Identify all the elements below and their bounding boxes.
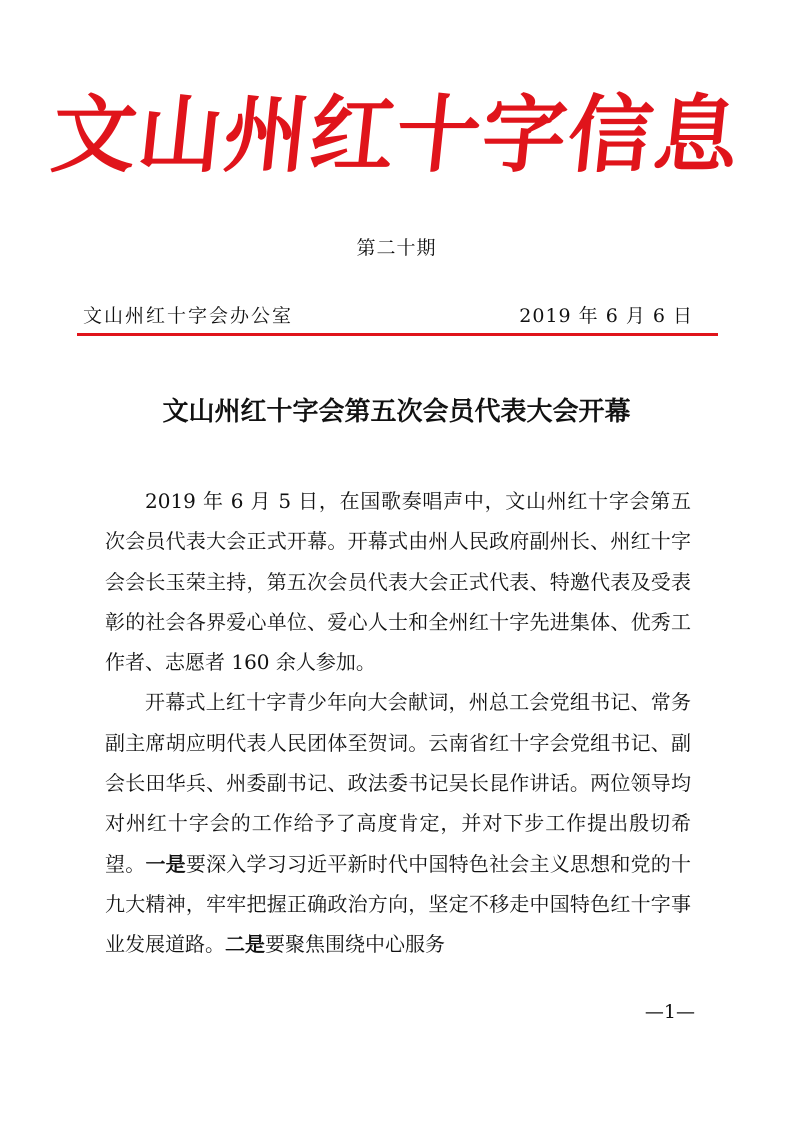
red-divider-line — [77, 333, 718, 336]
meta-row — [83, 304, 693, 328]
paragraph-1: 2019 年 6 月 5 日，在国歌奏唱声中，文山州红十字会第五次会员代表大会正式开幕。开幕式由州人民政府副州长、州红十字会会长玉荣主持，第五次会员代表大会正式代表、特邀代表及受表彰的社会各界爱心单位、爱心人士和全州红十字先进集体、优秀工作者、志愿者 160 余人参加。 — [105, 489, 691, 675]
issue-date: 2019 年 6 月 6 日 — [519, 305, 693, 327]
paragraph-2-text-1: 开幕式上红十字青少年向大会献词，州总工会党组书记、常务副主席胡应明代表人民团体至贺词。云南省红十字会党组书记、副会长田华兵、州委副书记、政法委书记吴长昆作讲话。两位领导均对州红十字会的工作给予了高度肯定，并对下步工作提出殷切希望。 — [105, 690, 691, 876]
masthead-title: 文山州红十字信息 — [47, 85, 746, 184]
page-number: —1— — [644, 1001, 695, 1023]
paragraph-2 — [105, 682, 691, 964]
paragraph-2-text-2: 要深入学习习近平新时代中国特色社会主义思想和党的十九大精神，牢牢把握正确政治方向，坚定不移走中国特色红十字事业发展道路。 — [105, 851, 692, 957]
issue-number: 第二十期 — [356, 237, 437, 259]
article-title: 文山州红十字会第五次会员代表大会开幕 — [162, 397, 631, 427]
paragraph-2-text-3: 要聚焦围绕中心服务 — [265, 932, 445, 957]
article-body — [105, 481, 691, 965]
paragraph-2-emphasis-1: 一是 — [145, 851, 186, 876]
issuing-organization: 文山州红十字会办公室 — [83, 305, 294, 327]
paragraph-2-emphasis-2: 二是 — [225, 932, 265, 957]
